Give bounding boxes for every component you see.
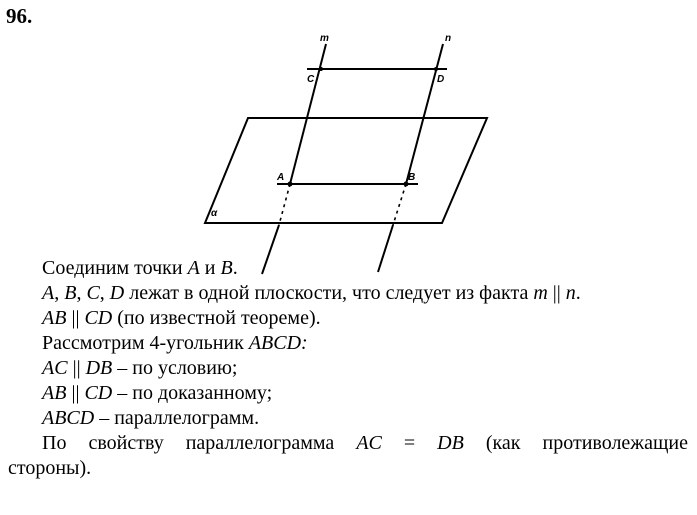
text-line-8: По свойству параллелограмма AC = DB (как противолежащие [42, 432, 688, 454]
line-n-hidden [393, 184, 406, 225]
plane-alpha [205, 118, 487, 223]
line-m-hidden [279, 184, 290, 225]
label-c: C [307, 74, 315, 85]
text-line-4: Рассмотрим 4-угольник ABCD: [42, 332, 308, 354]
label-alpha: α [211, 208, 218, 219]
label-d: D [437, 74, 445, 85]
point-d [434, 67, 438, 71]
text-line-7: ABCD – параллелограмм. [42, 407, 260, 429]
label-m: m [320, 33, 329, 44]
line-n-upper [406, 44, 443, 184]
point-a [288, 182, 293, 187]
problem-number: 96. [6, 4, 33, 28]
line-m-upper [290, 44, 326, 184]
label-b: B [408, 172, 416, 183]
solution-text [8, 256, 688, 481]
point-c [319, 67, 323, 71]
label-n: n [445, 33, 452, 44]
text-line-5: AC || DB – по условию; [42, 357, 238, 379]
text-line-1: Соединим точки A и B. [42, 257, 238, 279]
text-line-3: AB || CD (по известной теореме). [42, 307, 321, 329]
text-line-6: AB || CD – по доказанному; [42, 382, 273, 404]
text-line-9: стороны). [8, 457, 92, 479]
label-a: A [277, 172, 285, 183]
text-line-2: A, B, C, D лежат в одной плоскости, что следует из факта m || n. [42, 282, 581, 304]
